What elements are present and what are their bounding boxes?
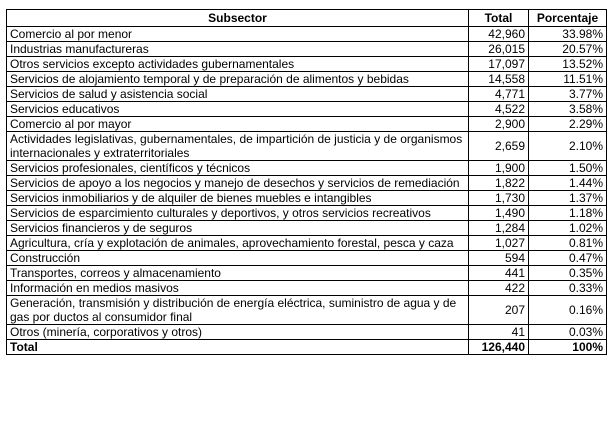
cell-porcentaje: 1.18%	[529, 206, 607, 221]
cell-total: 594	[469, 251, 529, 266]
header-row	[7, 10, 607, 27]
cell-subsector: Servicios de esparcimiento culturales y deportivos, y otros servicios recreativos	[7, 206, 469, 221]
table-row	[7, 206, 607, 221]
cell-porcentaje: 33.98%	[529, 27, 607, 42]
cell-porcentaje: 1.50%	[529, 161, 607, 176]
cell-porcentaje: 1.37%	[529, 191, 607, 206]
cell-subsector: Otros (minería, corporativos y otros)	[7, 325, 469, 340]
cell-porcentaje: 0.33%	[529, 281, 607, 296]
header-porcentaje: Porcentaje	[529, 10, 607, 27]
cell-total: 1,822	[469, 176, 529, 191]
table-row	[7, 42, 607, 57]
total-value: 126,440	[469, 340, 529, 355]
table-row	[7, 117, 607, 132]
cell-total: 422	[469, 281, 529, 296]
cell-porcentaje: 3.58%	[529, 102, 607, 117]
table-row	[7, 57, 607, 72]
table-row	[7, 87, 607, 102]
cell-porcentaje: 2.29%	[529, 117, 607, 132]
total-label: Total	[7, 340, 469, 355]
table-row	[7, 191, 607, 206]
cell-total: 2,659	[469, 132, 529, 161]
cell-porcentaje: 11.51%	[529, 72, 607, 87]
cell-subsector: Otros servicios excepto actividades gubernamentales	[7, 57, 469, 72]
cell-total: 4,771	[469, 87, 529, 102]
cell-porcentaje: 0.81%	[529, 236, 607, 251]
cell-subsector: Servicios profesionales, científicos y técnicos	[7, 161, 469, 176]
cell-subsector: Comercio al por menor	[7, 27, 469, 42]
table-row	[7, 221, 607, 236]
cell-subsector: Actividades legislativas, gubernamentales, de impartición de justicia y de organismos internacionales y extraterritoriales	[7, 132, 469, 161]
cell-total: 207	[469, 296, 529, 325]
total-row	[7, 340, 607, 355]
cell-subsector: Servicios inmobiliarios y de alquiler de bienes muebles e intangibles	[7, 191, 469, 206]
cell-subsector: Servicios de alojamiento temporal y de preparación de alimentos y bebidas	[7, 72, 469, 87]
table-row	[7, 72, 607, 87]
table-row	[7, 281, 607, 296]
total-percentage: 100%	[529, 340, 607, 355]
table-row	[7, 251, 607, 266]
cell-porcentaje: 0.16%	[529, 296, 607, 325]
cell-subsector: Servicios de apoyo a los negocios y manejo de desechos y servicios de remediación	[7, 176, 469, 191]
cell-subsector: Construcción	[7, 251, 469, 266]
cell-porcentaje: 1.02%	[529, 221, 607, 236]
cell-total: 14,558	[469, 72, 529, 87]
cell-total: 26,015	[469, 42, 529, 57]
table-row	[7, 102, 607, 117]
table-row	[7, 176, 607, 191]
cell-total: 2,900	[469, 117, 529, 132]
subsector-table	[6, 9, 607, 355]
cell-subsector: Información en medios masivos	[7, 281, 469, 296]
cell-total: 1,027	[469, 236, 529, 251]
header-subsector: Subsector	[7, 10, 469, 27]
cell-total: 41	[469, 325, 529, 340]
cell-total: 17,097	[469, 57, 529, 72]
cell-subsector: Servicios educativos	[7, 102, 469, 117]
cell-subsector: Servicios financieros y de seguros	[7, 221, 469, 236]
table-row	[7, 325, 607, 340]
cell-total: 1,490	[469, 206, 529, 221]
cell-total: 4,522	[469, 102, 529, 117]
cell-total: 1,284	[469, 221, 529, 236]
table-row	[7, 236, 607, 251]
cell-subsector: Industrias manufactureras	[7, 42, 469, 57]
cell-porcentaje: 2.10%	[529, 132, 607, 161]
cell-porcentaje: 0.35%	[529, 266, 607, 281]
table-row	[7, 266, 607, 281]
table-container	[6, 9, 607, 355]
cell-porcentaje: 0.03%	[529, 325, 607, 340]
cell-porcentaje: 13.52%	[529, 57, 607, 72]
table-row	[7, 296, 607, 325]
cell-total: 42,960	[469, 27, 529, 42]
cell-subsector: Transportes, correos y almacenamiento	[7, 266, 469, 281]
cell-porcentaje: 20.57%	[529, 42, 607, 57]
cell-subsector: Generación, transmisión y distribución de energía eléctrica, suministro de agua y de gas por ductos al consumidor final	[7, 296, 469, 325]
cell-total: 441	[469, 266, 529, 281]
cell-porcentaje: 3.77%	[529, 87, 607, 102]
table-row	[7, 132, 607, 161]
cell-porcentaje: 0.47%	[529, 251, 607, 266]
cell-subsector: Servicios de salud y asistencia social	[7, 87, 469, 102]
cell-total: 1,730	[469, 191, 529, 206]
cell-total: 1,900	[469, 161, 529, 176]
table-row	[7, 27, 607, 42]
header-total: Total	[469, 10, 529, 27]
table-row	[7, 161, 607, 176]
cell-subsector: Comercio al por mayor	[7, 117, 469, 132]
cell-porcentaje: 1.44%	[529, 176, 607, 191]
cell-subsector: Agricultura, cría y explotación de animales, aprovechamiento forestal, pesca y caza	[7, 236, 469, 251]
